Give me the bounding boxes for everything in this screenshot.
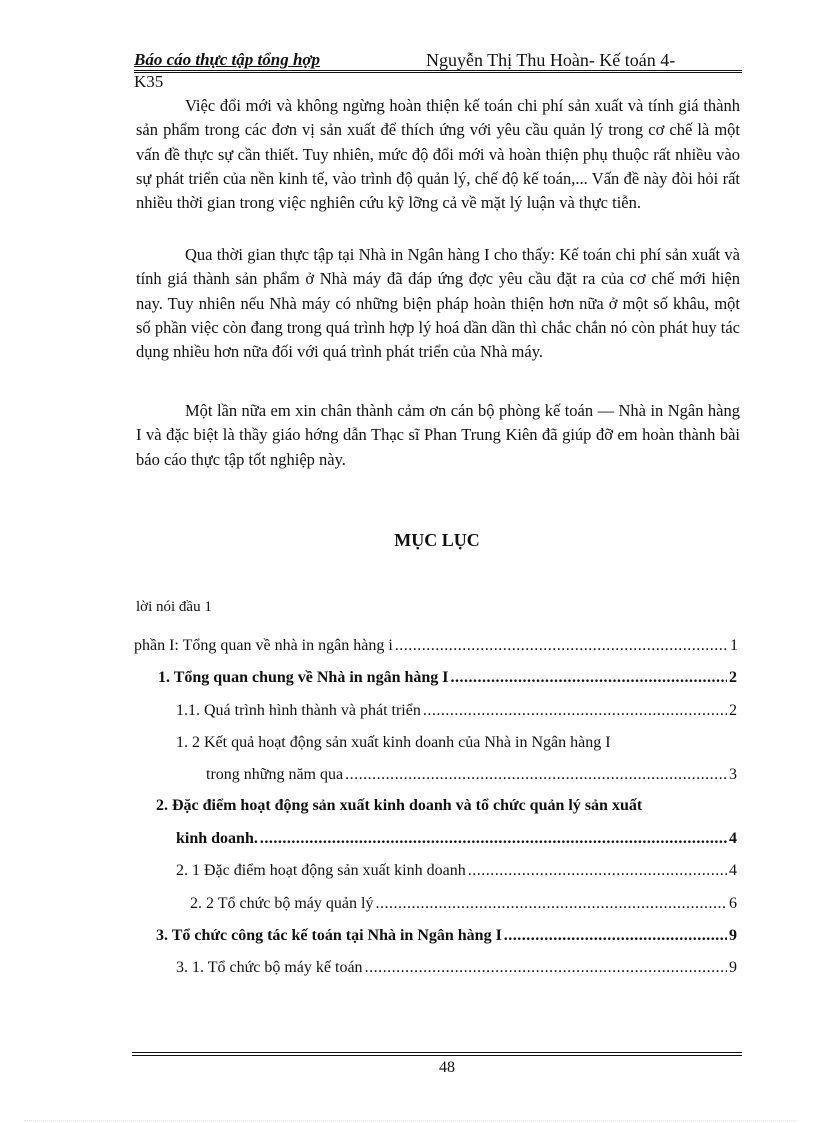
toc-entry-2-line2: kinh doanh. ..... 4	[176, 830, 737, 848]
footer-rule	[132, 1052, 742, 1056]
toc-leader-dots	[345, 766, 727, 784]
toc-entry-1-2-line1: 1. 2 Kết quả hoạt động sản xuất kinh doanh của Nhà in Ngân hàng I	[176, 734, 611, 751]
page-header	[134, 50, 742, 70]
toc-entry-3-1: 3. 1. Tổ chức bộ máy kế toán ..... 9	[176, 959, 737, 977]
toc-page: 3	[729, 766, 737, 783]
header-rule	[134, 70, 742, 73]
toc-leader-dots	[451, 669, 728, 687]
toc-entry-3: 3. Tổ chức công tác kế toán tại Nhà in Ngân hàng I ..... 9	[156, 927, 737, 945]
page-number: 48	[439, 1059, 455, 1076]
toc-page: 2	[729, 669, 737, 686]
toc-page: 9	[729, 927, 737, 944]
header-author: Nguyễn Thị Thu Hoàn- Kế toán 4-	[426, 50, 676, 70]
toc-leader-dots	[375, 895, 727, 913]
toc-page: 4	[729, 830, 737, 847]
toc-page: 1	[730, 637, 738, 654]
toc-entry-1-1: 1.1. Quá trình hình thành và phát triển ..... 2	[176, 702, 737, 720]
toc-page: 9	[729, 959, 737, 976]
toc-leader-dots	[395, 637, 728, 655]
toc-title: MỤC LỤC	[394, 530, 480, 550]
paragraph-3: Một lần nữa em xin chân thành cảm ơn cán bộ phòng kế toán — Nhà in Ngân hàng I và đặc biệt là thầy giáo hớng dẫn Thạc sĩ Phan Trung Kiên đã giúp đỡ em hoàn thành bài báo cáo thực tập tốt nghiệp này.	[136, 401, 740, 469]
toc-leader-dots	[468, 862, 727, 880]
paragraph-2: Qua thời gian thực tập tại Nhà in Ngân hàng I cho thấy: Kế toán chi phí sản xuất và tính giá thành sản phẩm ở Nhà máy đã đáp ứng đợc yêu cầu đặt ra của cơ chế mới hiện nay. Tuy nhiên nếu Nhà máy có những biện pháp hoàn thiện hơn nữa ở một số khâu, một số phần việc còn đang trong quá trình hợp lý hoá dần dần thì chắc chắn nó còn phát huy tác dụng nhiều hơn nữa đối với quá trình phát triển của Nhà máy.	[136, 245, 740, 362]
toc-leader-dots	[260, 830, 727, 848]
toc-page: 2	[729, 702, 737, 719]
paragraph-1: Việc đổi mới và không ngừng hoàn thiện kế toán chi phí sản xuất và tính giá thành sản phẩm trong các đơn vị sản xuất để thích ứng với yêu cầu quản lý trong cơ chế là một vấn đề thực sự cần thiết. Tuy nhiên, mức độ đổi mới và hoàn thiện phụ thuộc rất nhiều vào sự phát triển của nền kinh tế, vào trình độ quản lý, chế độ kế toán,... Vấn đề này đòi hỏi rất nhiều thời gian trong việc nghiên cứu kỹ lỡng cả về mặt lý luận và thực tiễn.	[136, 96, 740, 213]
page-edge	[24, 1120, 796, 1121]
header-report-title: Báo cáo thực tập tổng hợp	[134, 50, 321, 69]
toc-leader-dots	[365, 959, 727, 977]
toc-page: 4	[729, 862, 737, 879]
toc-entry-2-1: 2. 1 Đặc điểm hoạt động sản xuất kinh doanh ..... 4	[176, 862, 737, 880]
toc-entry-1: 1. Tổng quan chung về Nhà in ngân hàng I ..... 2	[158, 669, 737, 687]
header-continuation: K35	[134, 72, 164, 91]
toc-leader-dots	[423, 702, 727, 720]
toc-entry-part-1: phần I: Tổng quan về nhà in ngân hàng i ..... 1	[134, 637, 738, 655]
toc-entry-preface: lời nói đầu 1	[136, 599, 212, 615]
toc-page: 6	[729, 895, 737, 912]
toc-leader-dots	[504, 927, 727, 945]
toc-entry-2-2: 2. 2 Tổ chức bộ máy quản lý ..... 6	[190, 895, 737, 913]
toc-entry-1-2-line2: trong những năm qua ..... 3	[206, 766, 737, 784]
toc-entry-2-line1: 2. Đặc điểm hoạt động sản xuất kinh doanh và tổ chức quản lý sản xuất	[156, 797, 643, 814]
